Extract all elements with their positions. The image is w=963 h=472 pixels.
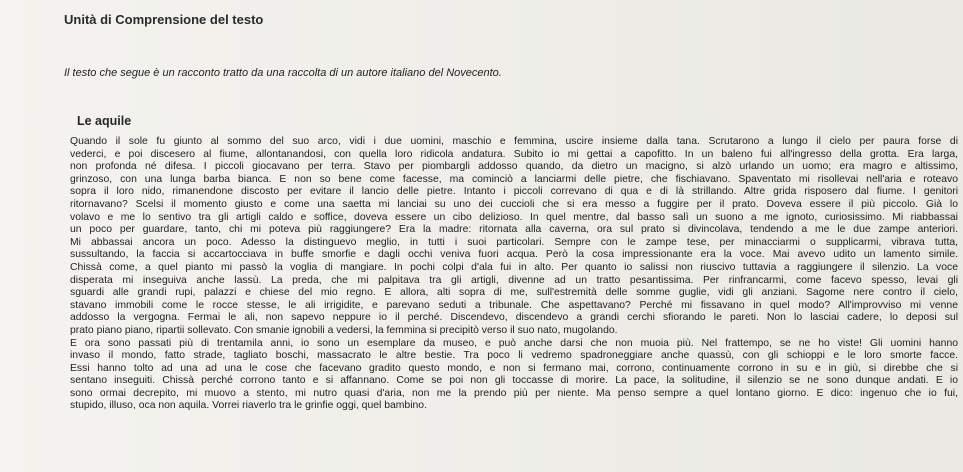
story-line: stavano immobili come le rocce stesse, le ali irrigidite, e parevano seduti a tribunale. Che aspettavano? Perché mi fissavano in quel modo? All'improvviso mi venne (70, 299, 958, 311)
story-line: sentano inseguiti. Chissà perché corrono tanto e si affannano. Come se poi non gli toccasse di morire. La pace, la solitudine, il silenzio se ne sono dunque andati. E io (70, 375, 958, 387)
story-line: volavo e me lo sentivo tra gli artigli caldo e soffice, doveva essere un cibo delizioso. In quel mentre, dal basso salì un suono a me ignoto, curiosissimo. Mi riabbassai (70, 211, 958, 223)
story-line: grinzoso, con una lunga barba bianca. E non so bene come facesse, ma cominciò a lanciarmi delle pietre, che fischiavano. Spaventato mi risollevai nell'aria e roteavo (70, 173, 958, 185)
story-line: prato piano piano, ripartii sollevato. Con smanie ignobili a vedersi, la femmina si precipitò verso il suo nato, mugolando. (70, 324, 618, 336)
story-line: E ora sono passati più di trentamila anni, io sono un esemplare da museo, e può anche darsi che non muoia più. Nel frattempo, se ne ho viste! Gli uomini hanno (70, 337, 958, 349)
story-line: sguardi alle grandi rupi, palazzi e chiese del mio regno. E allora, alti sopra di me, sull'estremità delle somme guglie, vidi gli anziani. Sagome nere contro il cielo, (70, 287, 958, 299)
story-line: addosso la vergogna. Fermai le ali, non sapevo neppure io il perché. Discendevo, discendevo a grandi cerchi sfiorando le pareti. Non lo lasciai cadere, lo deposi sul (70, 312, 958, 324)
story-line: ritornavano? Scelsi il momento giusto e come una saetta mi lanciai su uno dei cuccioli che si era messo a fuggire per il prato. Doveva essere il più piccolo. Già lo (70, 198, 958, 210)
story-line: Chissà come, a quel pianto mi passò la voglia di mangiare. In pochi colpi d'ala fui in alto. Per quanto io salissi non riuscivo tuttavia a raggiungere il silenzio. La voce (70, 261, 958, 273)
story-body (70, 136, 958, 413)
story-line: sussultando, la faccia si accartocciava in buffe smorfie e dagli occhi veniva fuori acqua. Però la cosa impressionante era la voce. Mai avevo udito un lamento simile. (70, 249, 958, 261)
intro-text: Il testo che segue è un racconto tratto da una raccolta di un autore italiano del Novecento. (64, 67, 502, 79)
unit-title: Unità di Comprensione del testo (64, 12, 264, 27)
story-line: stupido, illuso, oca non aquila. Vorrei riaverlo tra le grinfie oggi, quel bambino. (70, 400, 427, 412)
story-line: un poco per guardare, tanto, chi mi poteva più raggiungere? Era la madre: ritornata alla caverna, ora sul prato si divincolava, tendendo a me le due zampe anteriori. (70, 224, 958, 236)
story-line: sopra il loro nido, rimanendone discosto per evitare il lancio delle pietre. Intanto i piccoli correvano di qua e di là strillando. Altre grida risposero dal fiume. I genitori (70, 186, 958, 198)
story-line: disperata mi inseguiva anche lassù. La preda, che mi palpitava tra gli artigli, divenne ad un tratto pesantissima. Per rinfrancarmi, come facevo spesso, levai gli (70, 274, 958, 286)
story-title: Le aquile (77, 114, 132, 128)
story-line: Essi hanno tolto ad una ad una le cose che facevano gradito questo mondo, e non si fermano mai, corrono, continuamente corrono in su e in giù, si direbbe che si (70, 362, 958, 374)
story-line: invaso il mondo, fatto strade, tagliato boschi, massacrato le altre bestie. Tra poco li vedremo spadroneggiare anche quassù, con gli schioppi e le loro smorte facce. (70, 350, 958, 362)
story-line: Quando il sole fu giunto al sommo del suo arco, vidi i due uomini, maschio e femmina, uscire insieme dalla tana. Scrutarono a lungo il cielo per paura forse di (70, 136, 958, 147)
story-line: sono ormai decrepito, mi muovo a stento, mi nutro quasi d'aria, non me la prendo più per niente. Ma penso sempre a quel lontano giorno. E dico: ingenuo che io fui, (70, 387, 958, 399)
story-line: Mi abbassai ancora un poco. Adesso la distinguevo meglio, in tutti i suoi particolari. Sempre con le zampe tese, per minacciarmi o supplicarmi, vibrava tutta, (70, 236, 958, 248)
story-line: non profonda né difesa. I piccoli giocavano per terra. Stavo per piombargli addosso quando, da dietro un macigno, si alzò urlando un uomo; era magro e altissimo, (70, 161, 958, 173)
story-line: vederci, e poi discesero al fiume, allontanandosi, con quella loro ridicola andatura. Subito io mi gettai a capofitto. In un baleno fui all'ingresso della grotta. Era larga, (70, 148, 958, 160)
